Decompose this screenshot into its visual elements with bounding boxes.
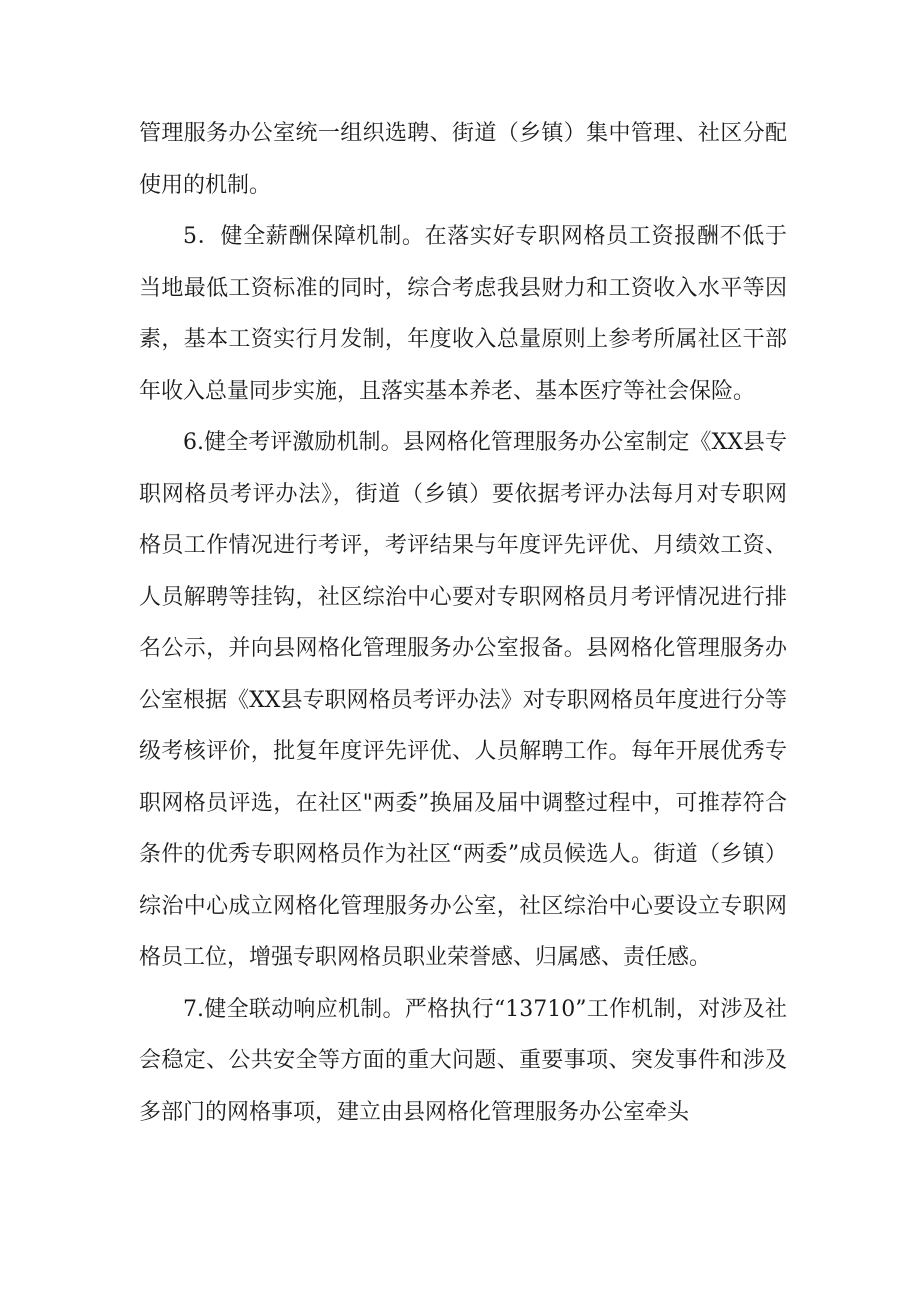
paragraph-item-6-evaluation-incentive: 6.健全考评激励机制。县网格化管理服务办公室制定《XX县专职网格员考评办法》，街道（乡镇）要依据考评办法每月对专职网格员工作情况进行考评，考评结果与年度评先评优、月绩效工资、人员解聘等挂钩，社区综治中心要对专职网格员月考评情况进行排名公示，并向县网格化管理服务办公室报备。县网格化管理服务办公室根据《XX县专职网格员考评办法》对专职网格员年度进行分等级考核评价，批复年度评先评优、人员解聘工作。每年开展优秀专职网格员评选，在社区"两委”换届及届中调整过程中，可推荐符合条件的优秀专职网格员作为社区“两委”成员候选人。街道（乡镇）综治中心成立网格化管理服务办公室，社区综治中心要设立专职网格员工位，增强专职网格员职业荣誉感、归属感、责任感。 <box>139 430 787 970</box>
paragraph-item-5-salary-guarantee: 5．健全薪酬保障机制。在落实好专职网格员工资报酬不低于当地最低工资标准的同时，综合考虑我县财力和工资收入水平等因素，基本工资实行月发制，年度收入总量原则上参考所属社区干部年收入总量同步实施，且落实基本养老、基本医疗等社会保险。 <box>139 224 787 404</box>
paragraph-item-7-linkage-response: 7.健全联动响应机制。严格执行“13710”工作机制，对涉及社会稳定、公共安全等方面的重大问题、重要事项、突发事件和涉及多部门的网格事项，建立由县网格化管理服务办公室牵头 <box>139 996 787 1125</box>
document-body <box>139 108 787 1138</box>
paragraph-continuation: 管理服务办公室统一组织选聘、街道（乡镇）集中管理、社区分配使用的机制。 <box>139 121 787 198</box>
